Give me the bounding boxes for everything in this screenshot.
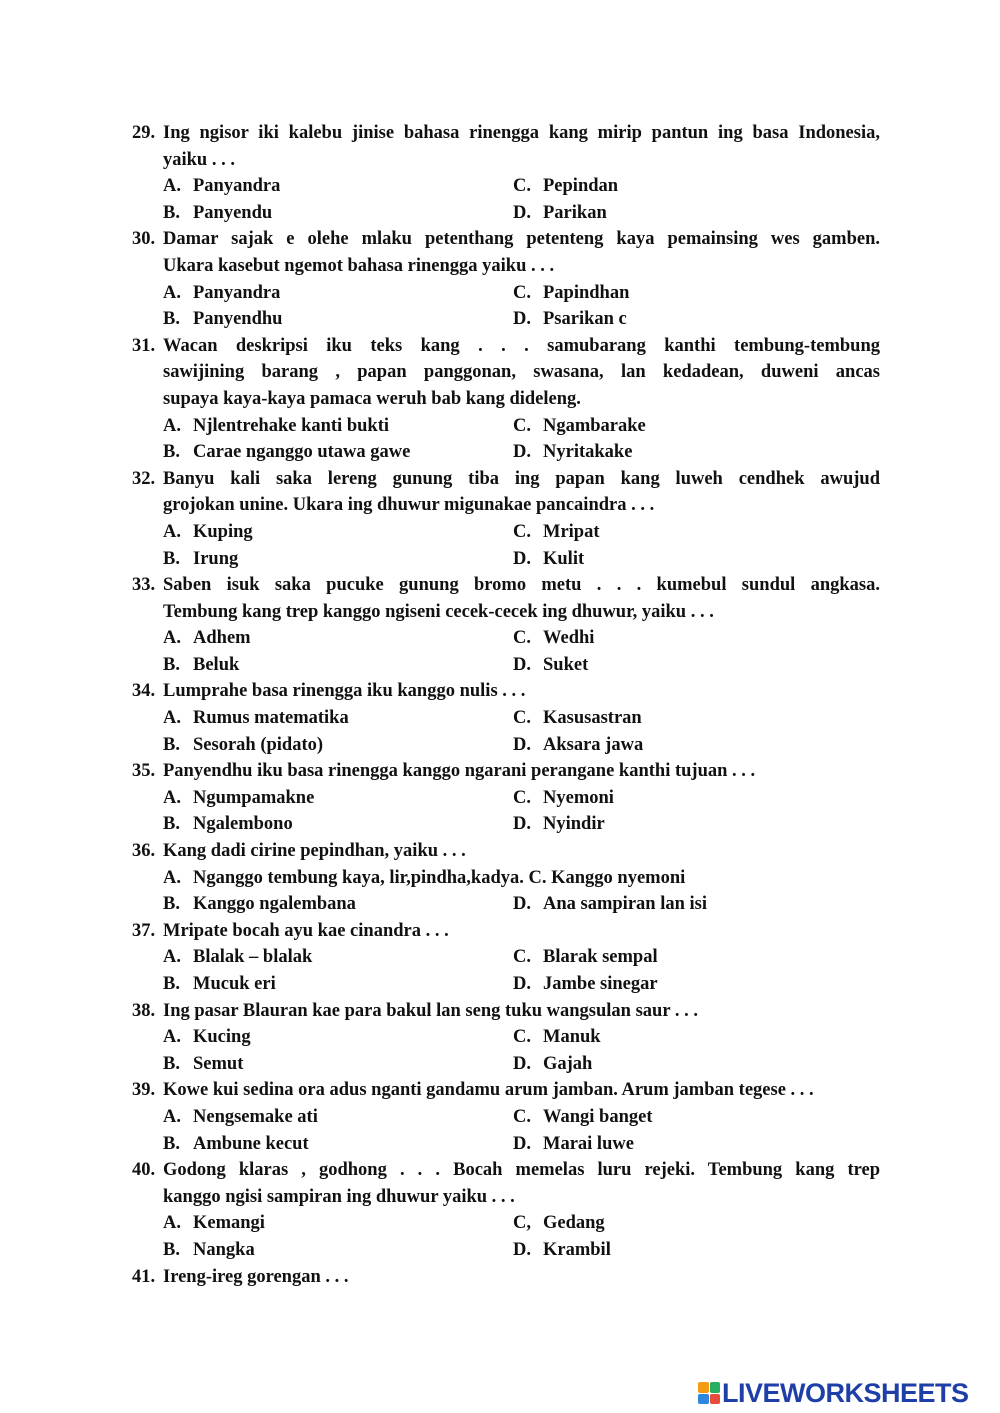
option-letter: D. (513, 1133, 531, 1154)
option-letter: B. (163, 442, 180, 463)
question-line (132, 1264, 880, 1291)
option-label: Papindhan (543, 282, 630, 303)
option-letter: A. (163, 947, 181, 968)
option-letter: D. (513, 442, 531, 463)
option-letter: D. (513, 548, 531, 569)
option-label: Parikan (543, 202, 607, 223)
answer-option[interactable] (132, 173, 513, 200)
answer-option[interactable] (132, 1104, 513, 1131)
question-text: Ireng-ireg gorengan . . . (163, 1266, 349, 1287)
answer-option[interactable] (132, 1024, 513, 1051)
question-item (132, 758, 880, 838)
question-item (132, 1077, 880, 1157)
option-label: Mripat (543, 521, 600, 542)
option-row (132, 519, 880, 546)
answer-option[interactable] (132, 652, 513, 679)
option-label: Wedhi (543, 628, 595, 649)
option-label: Marai luwe (543, 1133, 634, 1154)
question-item (132, 678, 880, 758)
answer-option[interactable] (513, 413, 880, 440)
question-line (132, 572, 880, 599)
answer-option[interactable] (513, 439, 880, 466)
answer-option[interactable] (513, 811, 880, 838)
question-text: Panyendhu iku basa rinengga kanggo ngarani perangane kanthi tujuan . . . (163, 761, 756, 782)
option-label: Ngumpamakne (193, 787, 315, 808)
answer-option[interactable] (513, 1131, 880, 1158)
question-text: Mripate bocah ayu kae cinandra . . . (163, 920, 449, 941)
answer-option[interactable] (513, 1104, 880, 1131)
option-label: Jambe sinegar (543, 974, 658, 994)
option-label: Irung (193, 548, 239, 569)
option-label: Rumus matematika (193, 708, 349, 729)
option-row (132, 625, 880, 652)
question-item (132, 226, 880, 332)
option-row (132, 891, 880, 918)
option-label: Panyendhu (193, 309, 283, 330)
option-letter: A. (163, 787, 181, 808)
option-letter: A. (163, 282, 181, 303)
answer-option[interactable] (513, 546, 880, 573)
answer-option[interactable] (132, 306, 513, 333)
option-label: Semut (193, 1053, 244, 1074)
option-letter: C. (513, 1027, 531, 1048)
option-row (132, 413, 880, 440)
answer-option[interactable] (513, 519, 880, 546)
option-letter: C. (513, 628, 531, 649)
question-text: Ukara kasebut ngemot bahasa rinengga yaiku . . . (163, 255, 555, 276)
question-line (132, 359, 880, 386)
option-row (132, 1104, 880, 1131)
question-number: 32. (132, 468, 156, 489)
option-letter: A. (163, 628, 181, 649)
question-number: 36. (132, 841, 156, 862)
question-line (132, 1184, 880, 1211)
option-letter: D. (513, 814, 531, 835)
option-label: Aksara jawa (543, 734, 644, 755)
option-row (132, 1131, 880, 1158)
answer-option[interactable] (132, 1210, 513, 1237)
question-text: Damar sajak e olehe mlaku petenthang petenteng kaya pemainsing wes gamben. (163, 229, 880, 250)
option-letter: B. (163, 202, 180, 223)
question-item (132, 998, 880, 1078)
option-row (132, 1051, 880, 1078)
question-item (132, 466, 880, 572)
answer-option[interactable] (513, 865, 880, 892)
question-item (132, 1264, 880, 1291)
question-item (132, 838, 880, 918)
option-row (132, 865, 880, 892)
question-text: Kang dadi cirine pepindhan, yaiku . . . (163, 841, 466, 862)
question-line (132, 918, 880, 945)
answer-option[interactable] (513, 200, 880, 227)
question-line (132, 838, 880, 865)
option-label: Nyritakake (543, 442, 633, 463)
answer-option[interactable] (513, 1210, 880, 1237)
option-row (132, 280, 880, 307)
option-label: Nyemoni (543, 787, 614, 808)
answer-option[interactable] (132, 891, 513, 918)
question-number (132, 492, 163, 519)
question-number: 35. (132, 761, 156, 782)
answer-option[interactable] (513, 1237, 880, 1264)
answer-option[interactable] (513, 944, 880, 971)
option-letter: C. (513, 787, 531, 808)
question-item (132, 572, 880, 678)
option-label: Kulit (543, 548, 585, 569)
question-line (132, 678, 880, 705)
question-text: Lumprahe basa rinengga iku kanggo nulis . . . (163, 681, 526, 702)
answer-option[interactable] (132, 865, 686, 892)
option-row (132, 439, 880, 466)
option-label: Kasusastran (543, 708, 642, 729)
answer-option[interactable] (132, 944, 513, 971)
answer-option[interactable] (513, 1051, 880, 1078)
option-letter: D. (513, 202, 531, 223)
question-text: supaya kaya-kaya pamaca weruh bab kang dideleng. (163, 388, 581, 409)
liveworksheets-logo-icon (698, 1382, 720, 1404)
option-label: Blarak sempal (543, 947, 658, 968)
option-label: Adhem (193, 628, 251, 649)
option-letter: A. (163, 176, 181, 197)
answer-option[interactable] (513, 652, 880, 679)
question-number: 29. (132, 123, 156, 143)
option-label: Krambil (543, 1239, 611, 1260)
question-number: 38. (132, 1000, 156, 1021)
option-letter: D. (513, 309, 531, 330)
option-letter: A. (163, 867, 181, 888)
answer-option[interactable] (513, 173, 880, 200)
option-label: Kemangi (193, 1213, 265, 1234)
question-item (132, 333, 880, 466)
option-row (132, 971, 880, 998)
question-number (132, 253, 163, 280)
question-line (132, 1077, 880, 1104)
option-letter: D. (513, 1053, 531, 1074)
question-text: Wacan deskripsi iku teks kang . . . samubarang kanthi tembung-tembung (163, 335, 880, 356)
question-line (132, 147, 880, 174)
question-number: 40. (132, 1160, 156, 1181)
option-label: Panyandra (193, 282, 281, 303)
question-line (132, 599, 880, 626)
question-line (132, 758, 880, 785)
question-text: Ing pasar Blauran kae para bakul lan seng tuku wangsulan saur . . . (163, 1000, 698, 1021)
option-label: Nengsemake ati (193, 1106, 318, 1127)
question-number: 41. (132, 1266, 156, 1287)
question-number (132, 1184, 163, 1211)
question-line (132, 333, 880, 360)
option-label: Panyendu (193, 202, 273, 223)
option-letter: B. (163, 1133, 180, 1154)
option-letter: D. (513, 974, 531, 994)
option-row (132, 1210, 880, 1237)
option-label: Nganggo tembung kaya, lir,pindha,kadya. C. Kanggo nyemoni (193, 867, 686, 888)
option-label: Sesorah (pidato) (193, 734, 324, 755)
answer-option[interactable] (132, 811, 513, 838)
option-letter: B. (163, 734, 180, 755)
option-letter: B. (163, 894, 180, 915)
option-letter: D. (513, 894, 531, 915)
option-label: Gajah (543, 1053, 593, 1074)
option-letter: B. (163, 309, 180, 330)
answer-option[interactable] (132, 280, 513, 307)
option-row (132, 546, 880, 573)
option-row (132, 785, 880, 812)
answer-option[interactable] (132, 705, 513, 732)
answer-option[interactable] (132, 413, 513, 440)
option-row (132, 811, 880, 838)
answer-option[interactable] (513, 625, 880, 652)
option-label: Mucuk eri (193, 974, 276, 994)
option-row (132, 944, 880, 971)
option-label: Kanggo ngalembana (193, 894, 356, 915)
question-text: Kowe kui sedina ora adus nganti gandamu arum jamban. Arum jamban tegese . . . (163, 1080, 814, 1101)
option-letter: D. (513, 734, 531, 755)
option-label: Ngambarake (543, 415, 646, 436)
option-label: Kuping (193, 521, 253, 542)
question-number (132, 359, 163, 386)
question-list (132, 120, 880, 1290)
question-text: Tembung kang trep kanggo ngiseni cecek-cecek ing dhuwur, yaiku . . . (163, 601, 714, 622)
option-letter: B. (163, 814, 180, 835)
question-line (132, 466, 880, 493)
answer-option[interactable] (132, 439, 513, 466)
question-text: Ing ngisor iki kalebu jinise bahasa rinengga kang mirip pantun ing basa Indonesia, (163, 123, 880, 143)
option-label: Beluk (193, 654, 240, 675)
answer-option[interactable] (132, 546, 513, 573)
answer-option[interactable] (513, 306, 880, 333)
question-line (132, 226, 880, 253)
option-label: Blalak – blalak (193, 947, 313, 968)
answer-option[interactable] (132, 1051, 513, 1078)
option-letter: A. (163, 521, 181, 542)
answer-option[interactable] (132, 971, 513, 998)
option-letter: B. (163, 654, 180, 675)
option-label: Njlentrehake kanti bukti (193, 415, 389, 436)
option-letter: A. (163, 708, 181, 729)
option-label: Carae nganggo utawa gawe (193, 442, 411, 463)
option-row (132, 306, 880, 333)
option-letter: B. (163, 1053, 180, 1074)
answer-option[interactable] (132, 519, 513, 546)
question-line (132, 998, 880, 1025)
option-letter: A. (163, 1027, 181, 1048)
option-letter: C. (513, 282, 531, 303)
question-text: Saben isuk saka pucuke gunung bromo metu . . . kumebul sundul angkasa. (163, 575, 880, 596)
option-label: Panyandra (193, 176, 281, 197)
question-line (132, 253, 880, 280)
option-row (132, 705, 880, 732)
question-line (132, 492, 880, 519)
question-number (132, 386, 163, 413)
option-row (132, 1024, 880, 1051)
option-letter: D. (513, 654, 531, 675)
option-row (132, 732, 880, 759)
option-label: Ana sampiran lan isi (543, 894, 707, 915)
option-letter: B. (163, 548, 180, 569)
option-row (132, 1237, 880, 1264)
option-letter: B. (163, 974, 180, 994)
question-number (132, 147, 163, 174)
option-row (132, 173, 880, 200)
question-item (132, 120, 880, 226)
option-label: Wangi banget (543, 1106, 653, 1127)
option-label: Nyindir (543, 814, 605, 835)
question-text: Godong klaras , godhong . . . Bocah memelas luru rejeki. Tembung kang trep (163, 1160, 880, 1181)
option-letter: C. (513, 708, 531, 729)
question-text: yaiku . . . (163, 149, 235, 170)
option-letter: A. (163, 1213, 181, 1234)
option-letter: D. (513, 1239, 531, 1260)
question-line (132, 1157, 880, 1184)
question-line (132, 120, 880, 147)
option-letter: C, (513, 1213, 531, 1234)
question-text: kanggo ngisi sampiran ing dhuwur yaiku . . . (163, 1186, 515, 1207)
option-label: Kucing (193, 1027, 251, 1048)
option-letter: B. (163, 1239, 180, 1260)
logo-text: LIVEWORKSHEETS (722, 1378, 969, 1408)
option-letter: C. (513, 415, 531, 436)
answer-option[interactable] (132, 1237, 513, 1264)
option-label: Pepindan (543, 176, 619, 197)
option-letter: C. (513, 521, 531, 542)
answer-option[interactable] (513, 971, 880, 998)
question-number: 31. (132, 335, 156, 356)
question-item (132, 918, 880, 998)
option-row (132, 652, 880, 679)
answer-option[interactable] (513, 891, 880, 918)
liveworksheets-logo[interactable] (698, 1378, 969, 1408)
option-label: Nangka (193, 1239, 255, 1260)
option-letter: C. (513, 947, 531, 968)
answer-option[interactable] (132, 785, 513, 812)
option-letter: A. (163, 415, 181, 436)
answer-option[interactable] (513, 732, 880, 759)
option-letter: C. (513, 1106, 531, 1127)
option-label: Psarikan c (543, 309, 627, 330)
option-label: Ambune kecut (193, 1133, 309, 1154)
answer-option[interactable] (513, 1024, 880, 1051)
option-label: Gedang (543, 1213, 605, 1234)
question-text: Banyu kali saka lereng gunung tiba ing papan kang luweh cendhek awujud (163, 468, 880, 489)
option-row (132, 200, 880, 227)
question-number: 34. (132, 681, 156, 702)
question-number: 33. (132, 575, 156, 596)
question-text: grojokan unine. Ukara ing dhuwur migunakae pancaindra . . . (163, 495, 655, 516)
answer-option[interactable] (513, 705, 880, 732)
answer-option[interactable] (132, 732, 513, 759)
option-label: Ngalembono (193, 814, 293, 835)
question-number: 39. (132, 1080, 156, 1101)
option-label: Suket (543, 654, 589, 675)
question-item (132, 1157, 880, 1263)
answer-option[interactable] (513, 280, 880, 307)
answer-option[interactable] (132, 1131, 513, 1158)
question-line (132, 386, 880, 413)
question-number: 37. (132, 920, 156, 941)
option-letter: A. (163, 1106, 181, 1127)
answer-option[interactable] (513, 785, 880, 812)
question-text: sawijining barang , papan panggonan, swasana, lan kedadean, duweni ancas (163, 362, 880, 383)
answer-option[interactable] (132, 625, 513, 652)
question-number (132, 599, 163, 626)
answer-option[interactable] (132, 200, 513, 227)
question-number: 30. (132, 229, 156, 250)
option-letter: C. (513, 176, 531, 197)
option-label: Manuk (543, 1027, 601, 1048)
